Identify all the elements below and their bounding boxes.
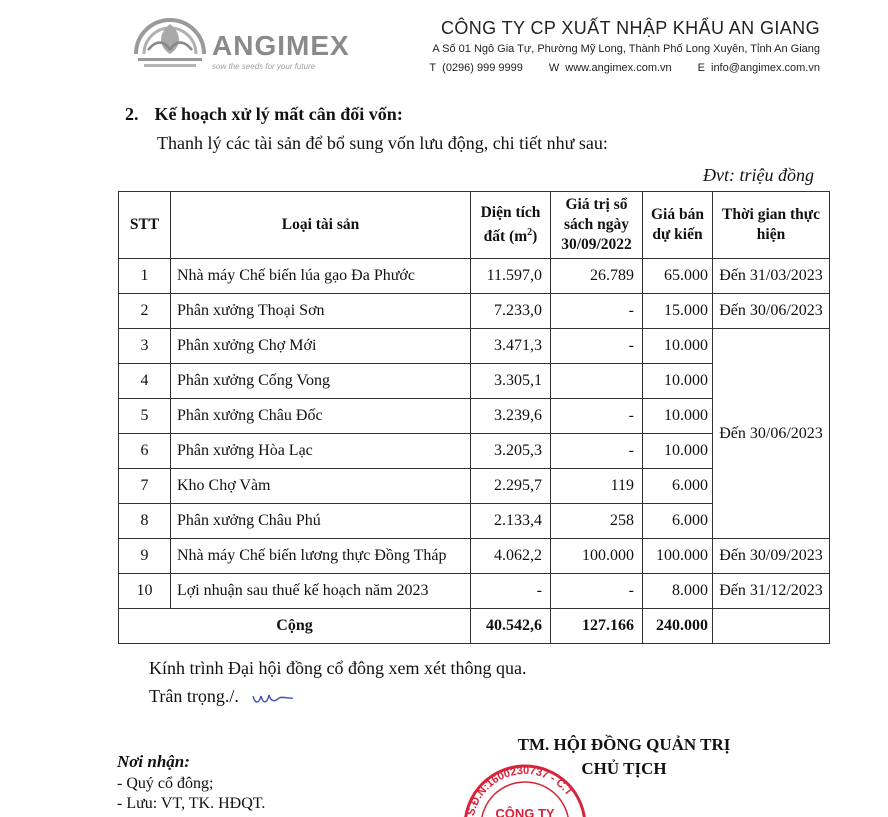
- company-address: [432, 43, 820, 55]
- recipient-item: - Quý cổ đông;: [117, 775, 214, 792]
- company-logo: [128, 10, 358, 72]
- svg-text:CÔNG TY: CÔNG TY: [495, 806, 555, 817]
- board-title: TM. HỘI ĐỒNG QUẢN TRỊ: [517, 735, 731, 754]
- company-seal: [455, 762, 595, 817]
- header-book-value: Giá trị sổ sách ngày 30/09/2022: [551, 192, 643, 259]
- closing-line-1: Kính trình Đại hội đồng cổ đông xem xét thông qua.: [149, 658, 527, 678]
- recipients-title: Nơi nhận:: [117, 752, 190, 771]
- closing-text: [149, 654, 526, 710]
- table-row: 1 Nhà máy Chế biến lúa gạo Đa Phước 11.597,0 26.789 65.000 Đến 31/03/2023: [119, 259, 830, 294]
- header-price: Giá bán dự kiến: [643, 192, 713, 259]
- table-row: 7 Kho Chợ Vàm 2.295,7 119 6.000: [119, 469, 830, 504]
- svg-text:S.Đ.N:1600230737 - C.T: S.Đ.N:1600230737 - C.T: [465, 764, 575, 817]
- asset-liquidation-table: [118, 191, 830, 644]
- header-asset: Loại tài sản: [171, 192, 471, 259]
- phone: T (0296) 999 9999: [429, 62, 523, 74]
- address-label: A: [432, 43, 440, 55]
- website: W www.angimex.com.vn: [548, 62, 672, 74]
- table-row: 6 Phân xưởng Hòa Lạc 3.205,3 - 10.000: [119, 434, 830, 469]
- section-intro: Thanh lý các tài sản để bổ sung vốn lưu động, chi tiết như sau:: [157, 133, 608, 153]
- table-header-row: [119, 192, 830, 259]
- closing-line-2: Trân trọng./.: [149, 682, 526, 710]
- total-area: 40.542,6: [471, 609, 551, 644]
- company-contact: [429, 62, 820, 74]
- section-title-text: Kế hoạch xử lý mất cân đối vốn:: [154, 104, 403, 124]
- table-row: 10 Lợi nhuận sau thuế kế hoạch năm 2023 - - 8.000 Đến 31/12/2023: [119, 574, 830, 609]
- table-row: 8 Phân xưởng Châu Phú 2.133,4 258 6.000: [119, 504, 830, 539]
- total-book-value: 127.166: [551, 609, 643, 644]
- table-row: 9 Nhà máy Chế biến lương thực Đồng Tháp 4.062,2 100.000 100.000 Đến 30/09/2023: [119, 539, 830, 574]
- table-row: 2 Phân xưởng Thoại Sơn 7.233,0 - 15.000 Đến 30/06/2023: [119, 294, 830, 329]
- table-row: 4 Phân xưởng Cống Vong 3.305,1 10.000: [119, 364, 830, 399]
- recipient-item: - Lưu: VT, TK. HĐQT.: [117, 795, 266, 812]
- section-title: [125, 104, 403, 125]
- logo-emblem-icon: [128, 10, 212, 72]
- table-row: 3 Phân xưởng Chợ Mới 3.471,3 - 10.000 Đến 30/06/2023: [119, 329, 830, 364]
- logo-tagline: sow the seeds for your future: [212, 62, 316, 71]
- email: E info@angimex.com.vn: [697, 62, 820, 74]
- table-row: 5 Phân xưởng Châu Đốc 3.239,6 - 10.000: [119, 399, 830, 434]
- merged-time-cell: Đến 30/06/2023: [713, 329, 830, 539]
- initials-signature-icon: [251, 690, 295, 706]
- total-price: 240.000: [643, 609, 713, 644]
- table-total-row: [119, 609, 830, 644]
- company-name: CÔNG TY CP XUẤT NHẬP KHẨU AN GIANG: [440, 18, 820, 38]
- header-time: Thời gian thực hiện: [713, 192, 830, 259]
- header-stt: STT: [119, 192, 171, 259]
- section-number: 2.: [125, 104, 139, 124]
- recipients-list: [117, 774, 265, 814]
- address-text: Số 01 Ngô Gia Tự, Phường Mỹ Long, Thành Phố Long Xuyên, Tỉnh An Giang: [442, 43, 820, 55]
- chairman-title: CHỦ TỊCH: [581, 759, 667, 778]
- red-seal-icon: [455, 762, 595, 817]
- unit-note: Đvt: triệu đồng: [703, 165, 814, 185]
- logo-wordmark: ANGIMEX: [212, 30, 350, 61]
- header-area: Diện tích đất $(m^2)$: [471, 192, 551, 259]
- total-label: Cộng: [119, 609, 471, 644]
